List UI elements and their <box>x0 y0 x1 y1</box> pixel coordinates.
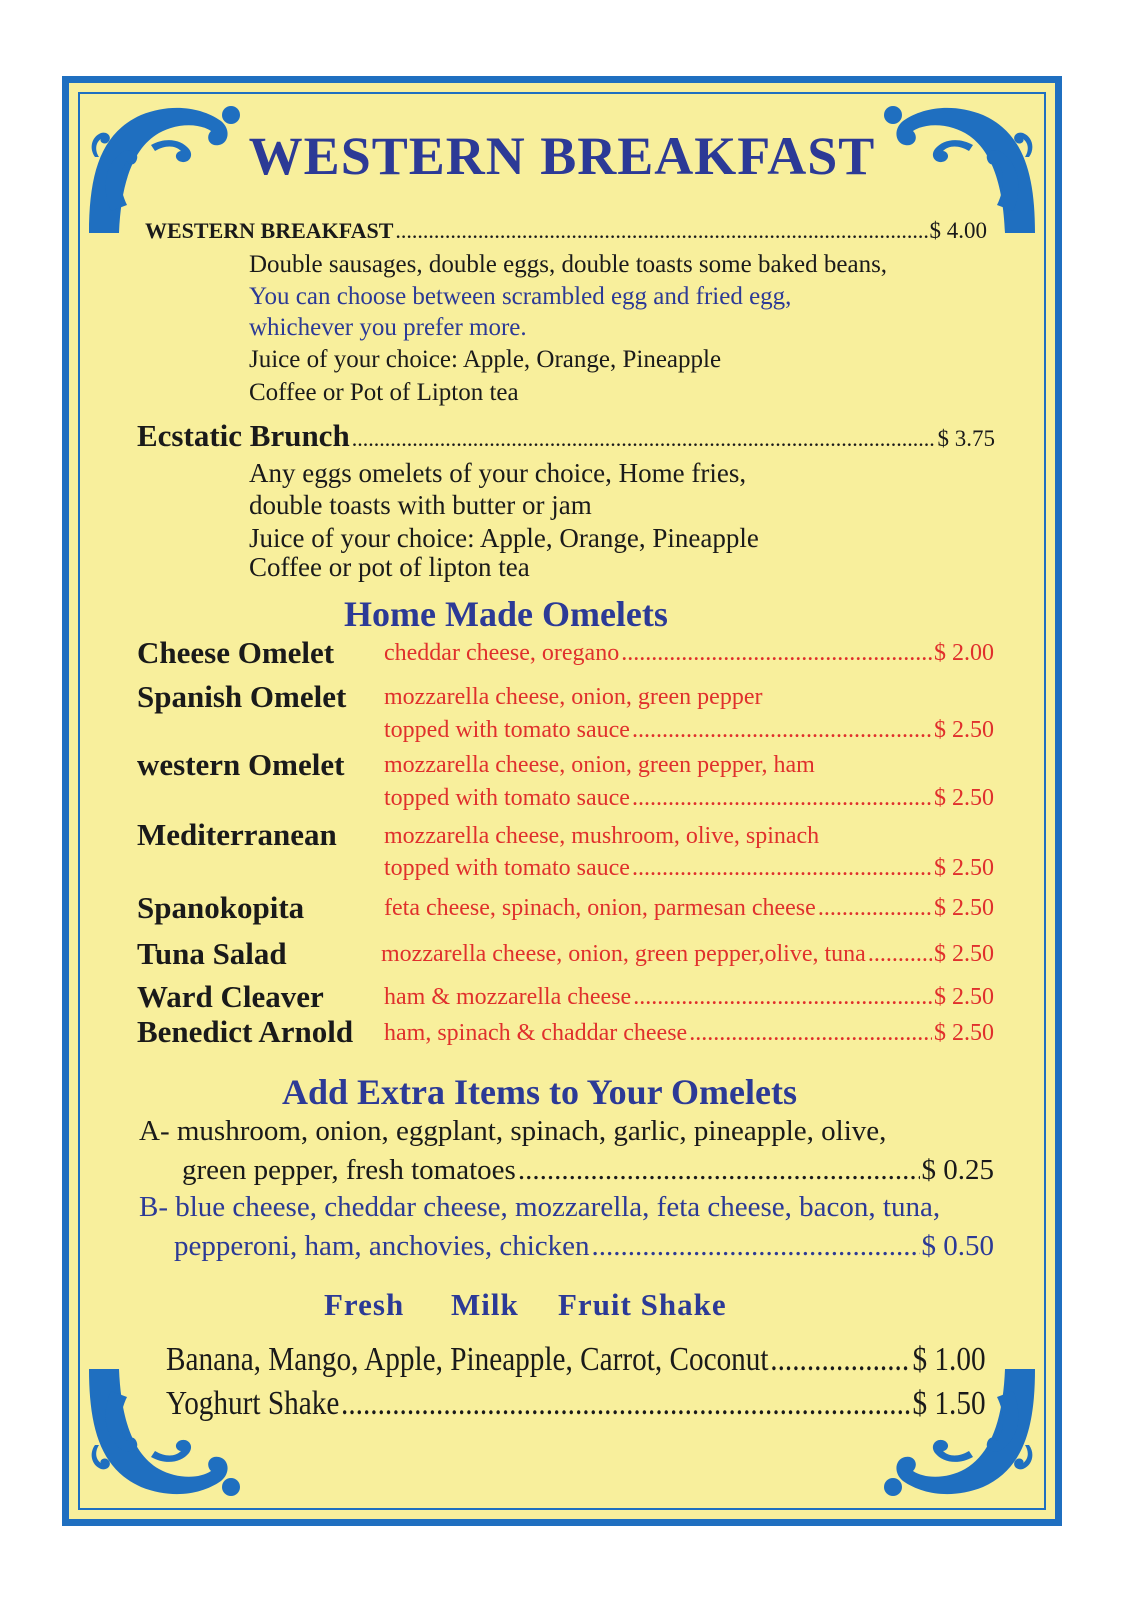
omelet-description: mozzarella cheese, onion, green pepper <box>384 684 763 710</box>
omelet-description: cheddar cheese, oregano <box>384 640 620 666</box>
western-breakfast-row <box>145 218 987 244</box>
omelet-desc-row <box>384 984 994 1011</box>
omelet-name: Cheese Omelet <box>137 635 335 670</box>
shake-price: $ 1.00 <box>912 1341 986 1378</box>
corner-ornament-bottom-right <box>873 1359 1043 1509</box>
omelet-description: mozzarella cheese, mushroom, olive, spinach <box>384 823 820 849</box>
omelet-price: $ 2.00 <box>934 640 994 666</box>
omelet-name: Benedict Arnold <box>137 1014 354 1049</box>
omelet-name: Mediterranean <box>137 817 337 852</box>
extras-b-line: B- blue cheese, cheddar cheese, mozzarella, feta cheese, bacon, tuna, <box>139 1191 941 1223</box>
item-description: Juice of your choice: Apple, Orange, Pineapple <box>249 346 722 373</box>
omelet-desc-row <box>384 785 994 812</box>
omelet-name: Spanokopita <box>137 890 305 925</box>
extras-a-line: A- mushroom, onion, eggplant, spinach, garlic, pineapple, olive, <box>139 1115 887 1147</box>
omelet-desc-row <box>384 1020 994 1047</box>
extras-a-price: $ 0.25 <box>921 1154 994 1186</box>
item-name: Ecstatic Brunch <box>137 418 350 453</box>
extras-b-row <box>174 1230 994 1263</box>
omelet-price: $ 2.50 <box>934 785 994 811</box>
omelet-description: feta cheese, spinach, onion, parmesan cheese <box>384 895 816 921</box>
omelet-desc-row <box>381 941 994 968</box>
omelet-description: topped with tomato sauce <box>384 855 630 881</box>
extras-heading: Add Extra Items to Your Omelets <box>282 1072 797 1112</box>
extras-a-text: green pepper, fresh tomatoes <box>182 1154 516 1186</box>
omelet-desc-row <box>384 895 994 922</box>
item-description: Any eggs omelets of your choice, Home fries, <box>249 458 747 488</box>
extras-b-text: pepperoni, ham, anchovies, chicken <box>174 1230 590 1262</box>
item-description: You can choose between scrambled egg and fried egg, <box>249 283 792 310</box>
shake-name: Yoghurt Shake <box>166 1385 340 1422</box>
extras-b-price: $ 0.50 <box>921 1230 994 1262</box>
extras-a-row <box>182 1154 994 1187</box>
omelet-description: ham, spinach & chaddar cheese <box>384 1020 688 1046</box>
item-description: whichever you prefer more. <box>249 314 527 341</box>
item-description: Coffee or pot of lipton tea <box>249 552 530 582</box>
shake-price: $ 1.50 <box>912 1385 986 1422</box>
omelet-desc-row <box>384 640 994 667</box>
shake-row <box>166 1385 986 1423</box>
omelet-desc-row <box>384 717 994 744</box>
menu-frame <box>62 76 1062 1526</box>
shake-row <box>166 1341 986 1379</box>
omelet-description: ham & mozzarella cheese <box>384 984 632 1010</box>
item-price: $ 4.00 <box>929 218 987 243</box>
shake-heading-word: Milk <box>451 1287 519 1322</box>
omelet-name: western Omelet <box>137 747 345 782</box>
menu-title: WESTERN BREAKFAST <box>248 126 876 186</box>
item-description: Juice of your choice: Apple, Orange, Pineapple <box>249 523 759 553</box>
item-name: WESTERN BREAKFAST <box>145 218 394 243</box>
omelet-description: mozzarella cheese, onion, green pepper,olive, tuna <box>381 941 866 967</box>
omelet-name: Ward Cleaver <box>137 979 324 1014</box>
item-description: double toasts with butter or jam <box>249 490 592 520</box>
omelet-price: $ 2.50 <box>934 855 994 881</box>
omelet-price: $ 2.50 <box>934 895 994 921</box>
corner-ornament-bottom-left <box>81 1359 251 1509</box>
omelet-price: $ 2.50 <box>934 717 994 743</box>
omelet-price: $ 2.50 <box>934 1020 994 1046</box>
omelet-description: topped with tomato sauce <box>384 785 630 811</box>
item-price: $ 3.75 <box>937 426 995 451</box>
omelet-price: $ 2.50 <box>934 984 994 1010</box>
omelet-name: Tuna Salad <box>137 936 287 971</box>
ecstatic-brunch-row <box>137 418 995 454</box>
item-description: Coffee or Pot of Lipton tea <box>249 379 519 406</box>
shake-name: Banana, Mango, Apple, Pineapple, Carrot, Coconut <box>166 1341 769 1378</box>
omelet-description: topped with tomato sauce <box>384 717 630 743</box>
omelets-heading: Home Made Omelets <box>344 594 668 634</box>
item-description: Double sausages, double eggs, double toasts some baked beans, <box>249 251 888 278</box>
shake-heading-word: Fruit Shake <box>558 1287 727 1322</box>
omelet-desc-row <box>384 855 994 882</box>
shake-heading-word: Fresh <box>324 1287 405 1322</box>
omelet-name: Spanish Omelet <box>137 679 347 714</box>
omelet-price: $ 2.50 <box>934 941 994 967</box>
omelet-description: mozzarella cheese, onion, green pepper, ham <box>384 752 815 778</box>
